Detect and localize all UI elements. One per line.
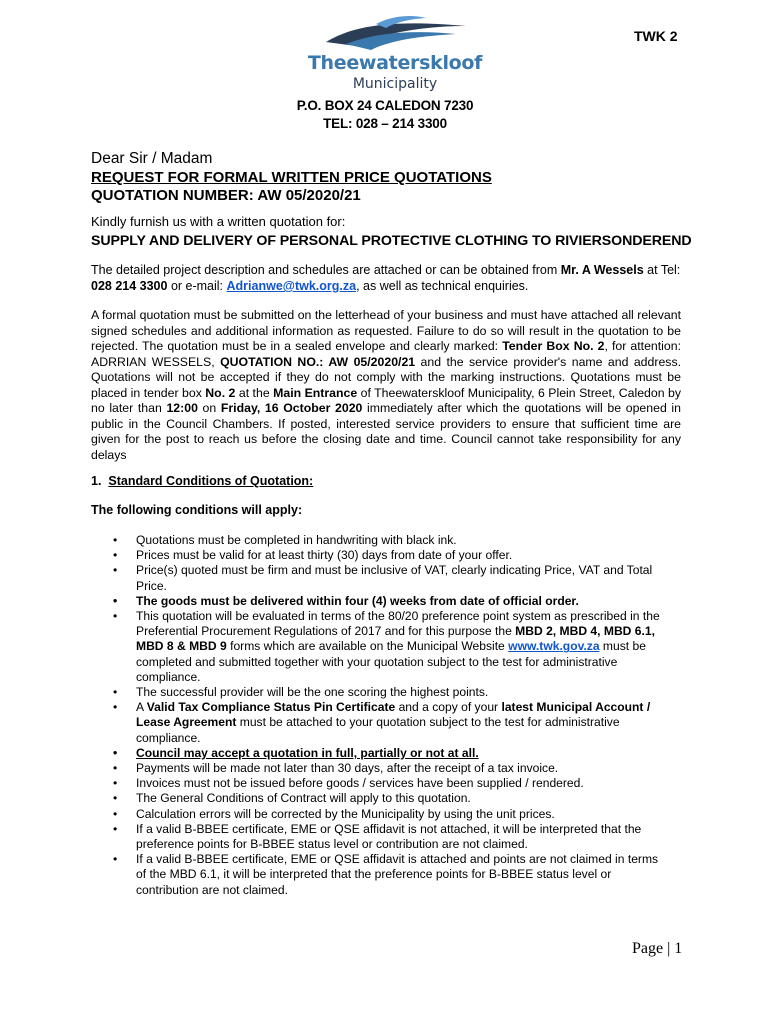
contact-paragraph xyxy=(91,262,691,294)
list-item xyxy=(91,609,661,685)
quotation-number: QUOTATION NO.: AW 05/2020/21 xyxy=(220,354,416,369)
closing-date: Friday, 16 October 2020 xyxy=(220,401,363,415)
website-link[interactable]: www.twk.gov.za xyxy=(508,639,600,654)
text-run: on xyxy=(197,401,221,415)
conditions-intro: The following conditions will apply: xyxy=(91,503,303,517)
text-run: and a copy of your xyxy=(395,700,502,715)
municipality-logo xyxy=(300,14,490,90)
list-item: • If a valid B-BBEE certificate, EME or QSE affidavit is attached and points are not claimed in terms of the MBD 6.1, it will be interpreted that the preference points for B-BBEE status level or contribution are not claimed. xyxy=(91,852,661,898)
municipal-account: latest Municipal Account / Lease Agreement xyxy=(136,700,651,730)
page-number: Page | 1 xyxy=(632,940,683,957)
greeting: Dear Sir / Madam xyxy=(91,150,213,167)
text-run: of Theewaterskloof Municipality, 6 Plein Street, Caledon by no later than xyxy=(91,385,681,415)
mbd-forms: MBD 2, MBD 4, MBD 6.1, MBD 8 & MBD 9 xyxy=(136,624,655,654)
list-item: • The goods must be delivered within four (4) weeks from date of official order. xyxy=(91,594,661,609)
request-heading: REQUEST FOR FORMAL WRITTEN PRICE QUOTATIONS xyxy=(91,169,492,186)
list-item: • Calculation errors will be corrected by the Municipality by using the unit prices. xyxy=(91,807,661,822)
list-item: • Prices must be valid for at least thirty (30) days from date of your offer. xyxy=(91,548,661,563)
list-item: • Quotations must be completed in handwriting with black ink. xyxy=(91,533,661,548)
logo-name: Theewaterskloof xyxy=(307,52,483,74)
section-number: 1. xyxy=(91,474,102,488)
text-run: forms which are available on the Municipal Website xyxy=(226,639,509,654)
conditions-list xyxy=(91,533,661,898)
submission-paragraph xyxy=(91,308,681,463)
list-item: • If a valid B-BBEE certificate, EME or QSE affidavit is not attached, it will be interpreted that the preference points for B-BBEE status level or contribution are not claimed. xyxy=(91,822,661,852)
text-run: and the service provider's name and address. Quotations will not be accepted if they do not comply with the marking instructions. Quotations must be placed in tender box xyxy=(91,354,682,400)
list-item: • Council may accept a quotation in full, partially or not at all. xyxy=(91,746,661,761)
document-code: TWK 2 xyxy=(634,28,678,44)
logo-subtitle: Municipality xyxy=(352,76,438,92)
text-run: A xyxy=(136,700,147,715)
supply-title: SUPPLY AND DELIVERY OF PERSONAL PROTECTIVE CLOTHING TO RIVIERSONDEREND xyxy=(91,233,692,249)
section-heading xyxy=(91,474,313,488)
main-entrance: Main Entrance xyxy=(273,385,358,400)
contact-tel: 028 214 3300 xyxy=(91,279,168,293)
telephone-line: TEL: 028 – 214 3300 xyxy=(323,116,447,131)
list-item: • The successful provider will be the one scoring the highest points. xyxy=(91,685,661,700)
quotation-number-heading: QUOTATION NUMBER: AW 05/2020/21 xyxy=(91,187,361,204)
text-run: A formal quotation must be submitted on the letterhead of your business and must have attached all relevant signed schedules and additional information as requested. Failure to do so will result in the quotation to be rejected. The quotation must be in a sealed envelope and clearly marked: xyxy=(91,308,681,353)
postal-address: P.O. BOX 24 CALEDON 7230 xyxy=(296,98,474,113)
text-run: must be completed and submitted together with your quotation subject to the test for administrative compliance. xyxy=(136,639,646,684)
text-run: The detailed project description and schedules are attached or can be obtained from xyxy=(91,263,561,277)
list-item: • Payments will be made not later than 30 days, after the receipt of a tax invoice. xyxy=(91,761,661,776)
email-link[interactable]: Adrianwe@twk.org.za xyxy=(226,279,357,293)
tax-certificate: Valid Tax Compliance Status Pin Certificate xyxy=(146,700,396,715)
list-item: • Invoices must not be issued before goods / services have been supplied / rendered. xyxy=(91,776,661,791)
list-item xyxy=(91,700,661,746)
closing-time: 12:00 xyxy=(166,401,198,415)
list-item: • Price(s) quoted must be firm and must be inclusive of VAT, clearly indicating Price, VAT and Total Price. xyxy=(91,563,661,593)
list-item: • The General Conditions of Contract will apply to this quotation. xyxy=(91,791,661,806)
intro-line: Kindly furnish us with a written quotation for: xyxy=(91,214,346,229)
text-run: , for attention: ADRRIAN WESSELS, xyxy=(91,339,681,369)
contact-name: Mr. A Wessels xyxy=(560,263,644,277)
tender-box-number: No. 2 xyxy=(205,385,236,400)
text-run: must be attached to your quotation subject to the test for administrative compliance. xyxy=(136,715,620,745)
tender-box: Tender Box No. 2 xyxy=(502,339,605,353)
text-run: at Tel: xyxy=(643,263,681,277)
text-run: or e-mail: xyxy=(167,279,227,293)
text-run: This quotation will be evaluated in terms of the 80/20 preference point system as prescribed in the Preferential Procurement Regulations of 2017 and for this purpose the xyxy=(136,609,660,639)
text-run: , as well as technical enquiries. xyxy=(356,279,529,293)
section-title: Standard Conditions of Quotation: xyxy=(108,474,314,488)
text-run: at the xyxy=(235,385,274,400)
logo-water-icon xyxy=(316,14,476,54)
text-run: immediately after which the quotations will be opened in public in the Council Chambers. If posted, interested service providers to ensure that sufficient time are given for the post to reach us before the closing date and time. Council cannot take responsibility for any delays xyxy=(91,401,681,462)
